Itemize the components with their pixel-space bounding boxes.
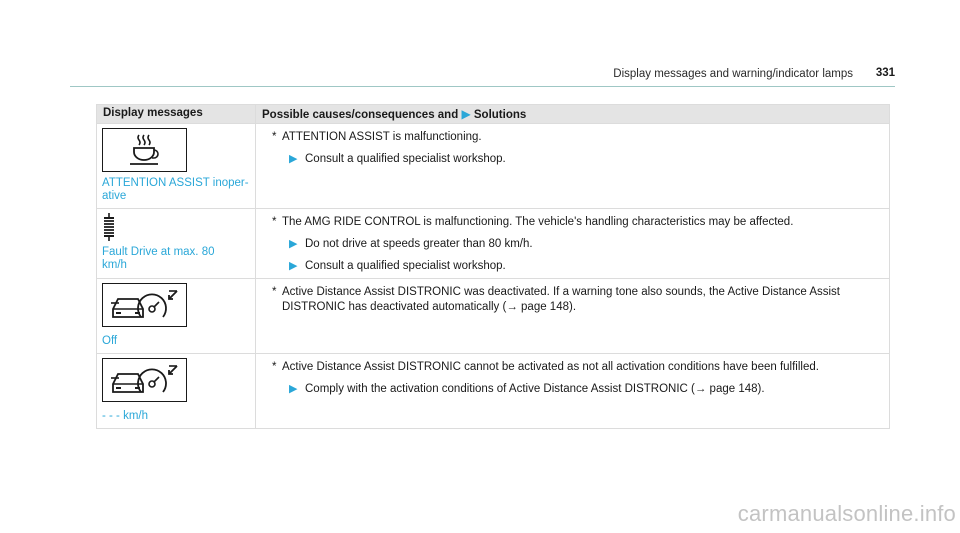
- cause-line: [272, 285, 881, 315]
- column-header-display-messages: Display messages: [97, 105, 256, 124]
- solution-arrow-icon: ▶: [289, 153, 298, 165]
- coffee-cup-icon: [102, 128, 187, 172]
- column-header-causes-solutions: [256, 105, 890, 124]
- cause-text: Active Distance Assist DISTRONIC cannot be activated as not all activation conditions have been fulfilled.: [282, 361, 819, 373]
- cause-text-line1: Active Distance Assist DISTRONIC was deactivated. If a warning tone also sounds, the Active Distance Assist: [282, 286, 840, 298]
- cause-bullet: *: [272, 216, 277, 228]
- cause-text: ATTENTION ASSIST is malfunctioning.: [282, 131, 482, 143]
- table-header-row: [97, 105, 890, 124]
- display-cell: [97, 124, 256, 209]
- cause-text-line2: DISTRONIC has deactivated automatically (→ page 148).: [282, 301, 577, 313]
- display-cell: [97, 209, 256, 279]
- solution-arrow-icon: ▶: [289, 260, 298, 272]
- display-message-label: ATTENTION ASSIST inoper- ative: [102, 177, 249, 202]
- cause-cell: [256, 124, 890, 209]
- cause-line: [272, 130, 881, 145]
- solution-arrow-icon: ▶: [461, 107, 471, 121]
- cause-bullet: *: [272, 131, 277, 143]
- solutions-header-text: Solutions: [473, 109, 527, 121]
- cause-cell: [256, 209, 890, 279]
- distronic-icon: [102, 358, 187, 402]
- page-header: [70, 66, 895, 87]
- display-message-label: Fault Drive at max. 80 km/h: [102, 246, 215, 271]
- watermark: carmanualsonline.info: [737, 501, 956, 526]
- header-title: Display messages and warning/indicator lamps: [613, 68, 853, 80]
- cause-bullet: *: [272, 286, 277, 298]
- display-message-label: Off: [102, 335, 118, 347]
- solution-item: [289, 382, 881, 397]
- table-row: [97, 354, 890, 429]
- table-row: [97, 124, 890, 209]
- cause-text: The AMG RIDE CONTROL is malfunctioning. The vehicle's handling characteristics may be affected.: [282, 216, 794, 228]
- cause-cell: [256, 279, 890, 354]
- display-message-label: - - - km/h: [102, 410, 148, 422]
- solution-item: [289, 237, 881, 252]
- solution-arrow-icon: ▶: [289, 383, 298, 395]
- table-row: [97, 279, 890, 354]
- table-row: [97, 209, 890, 279]
- page-number: 331: [875, 67, 895, 79]
- solution-text: Comply with the activation conditions of Active Distance Assist DISTRONIC (→ page 148).: [305, 383, 765, 395]
- solution-text: Consult a qualified specialist workshop.: [305, 260, 506, 272]
- causes-header-text: Possible causes/consequences and: [262, 109, 459, 121]
- distronic-icon: [102, 283, 187, 327]
- display-cell: [97, 354, 256, 429]
- cause-cell: [256, 354, 890, 429]
- cause-text: [282, 285, 840, 315]
- solution-text: Consult a qualified specialist workshop.: [305, 153, 506, 165]
- solution-item: [289, 259, 881, 274]
- solution-arrow-icon: ▶: [289, 238, 298, 250]
- cause-line: [272, 215, 881, 230]
- cause-bullet: *: [272, 361, 277, 373]
- cause-line: [272, 360, 881, 375]
- solution-item: [289, 152, 881, 167]
- display-cell: [97, 279, 256, 354]
- solution-text: Do not drive at speeds greater than 80 km/h.: [305, 238, 533, 250]
- suspension-spring-icon: [102, 213, 251, 241]
- display-messages-table: [96, 104, 890, 429]
